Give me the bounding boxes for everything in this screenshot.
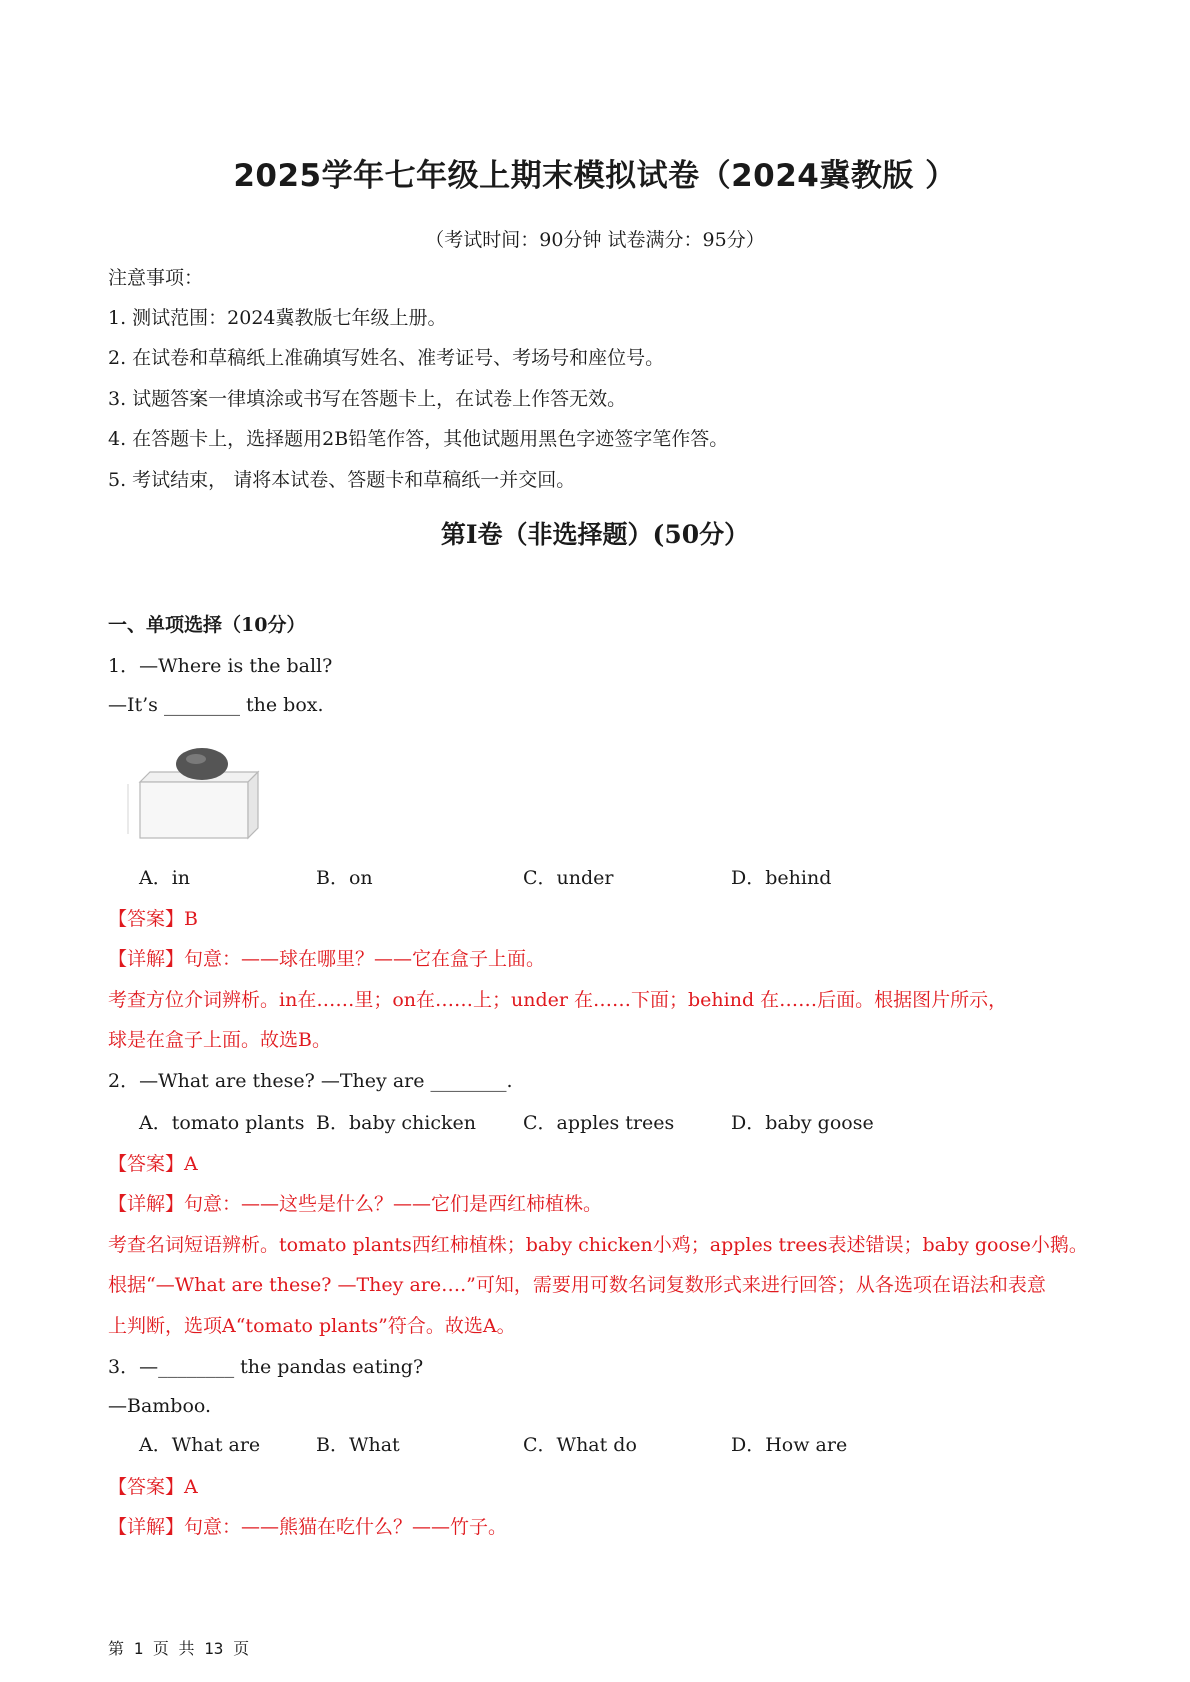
note-item: 5. 考试结束， 请将本试卷、答题卡和草稿纸一并交回。: [108, 469, 576, 491]
option-c: C．apples trees: [523, 1112, 675, 1134]
question-3-stem: 3．—________ the pandas eating?: [108, 1356, 424, 1378]
note-item: 1. 测试范围：2024冀教版七年级上册。: [108, 307, 447, 329]
answer-3: 【答案】A: [108, 1476, 198, 1498]
answer-2: 【答案】A: [108, 1153, 198, 1175]
question-1-stem-2: —It’s ________ the box.: [108, 694, 324, 716]
section-title: 第I卷（非选择题）(50分）: [440, 520, 750, 549]
option-a: A．in: [139, 867, 191, 889]
explain-1-line: 【详解】句意：——球在哪里？——它在盒子上面。: [108, 948, 546, 970]
question-1-stem: 1．—Where is the ball?: [108, 655, 333, 677]
option-b: B．on: [316, 867, 373, 889]
explain-2-line: 根据“—What are these? —They are….”可知，需要用可数名词复数形式来进行回答；从各选项在语法和表意: [108, 1274, 1046, 1296]
page-number: 第 1 页 共 13 页: [108, 1639, 250, 1658]
option-d: D．How are: [731, 1434, 848, 1456]
note-item: 3. 试题答案一律填涂或书写在答题卡上，在试卷上作答无效。: [108, 388, 627, 410]
explain-2-line: 【详解】句意：——这些是什么？——它们是西红柿植株。: [108, 1193, 603, 1215]
explain-1-line: 考查方位介词辨析。in在……里；on在……上；under 在……下面；behind 在……后面。根据图片所示，: [108, 989, 1008, 1011]
exam-title: 2025学年七年级上期末模拟试卷（2024冀教版 ）: [233, 158, 957, 194]
answer-1: 【答案】B: [108, 908, 198, 930]
ball-on-box-image: [118, 744, 280, 844]
note-item: 4. 在答题卡上，选择题用2B铅笔作答，其他试题用黑色字迹签字笔作答。: [108, 428, 729, 450]
notes-heading: 注意事项：: [108, 267, 204, 289]
explain-2-line: 上判断，选项A“tomato plants”符合。故选A。: [108, 1315, 516, 1337]
question-3-stem-2: —Bamboo.: [108, 1395, 212, 1417]
exam-time-score: （考试时间：90分钟 试卷满分：95分）: [425, 229, 765, 251]
note-item: 2. 在试卷和草稿纸上准确填写姓名、准考证号、考场号和座位号。: [108, 347, 665, 369]
option-c: C．What do: [523, 1434, 637, 1456]
option-a: A．What are: [139, 1434, 261, 1456]
option-d: D．behind: [731, 867, 832, 889]
option-b: B．baby chicken: [316, 1112, 476, 1134]
part-title: 一、单项选择（10分）: [108, 614, 306, 636]
option-d: D．baby goose: [731, 1112, 874, 1134]
option-a: A．tomato plants: [139, 1112, 305, 1134]
explain-3-line: 【详解】句意：——熊猫在吃什么？——竹子。: [108, 1516, 508, 1538]
option-b: B．What: [316, 1434, 400, 1456]
explain-2-line: 考查名词短语辨析。tomato plants西红柿植株；baby chicken小鸡；apples trees表述错误；baby goose小鹅。: [108, 1234, 1088, 1256]
explain-1-line: 球是在盒子上面。故选B。: [108, 1029, 331, 1051]
question-2-stem: 2．—What are these? —They are ________.: [108, 1070, 513, 1092]
option-c: C．under: [523, 867, 614, 889]
